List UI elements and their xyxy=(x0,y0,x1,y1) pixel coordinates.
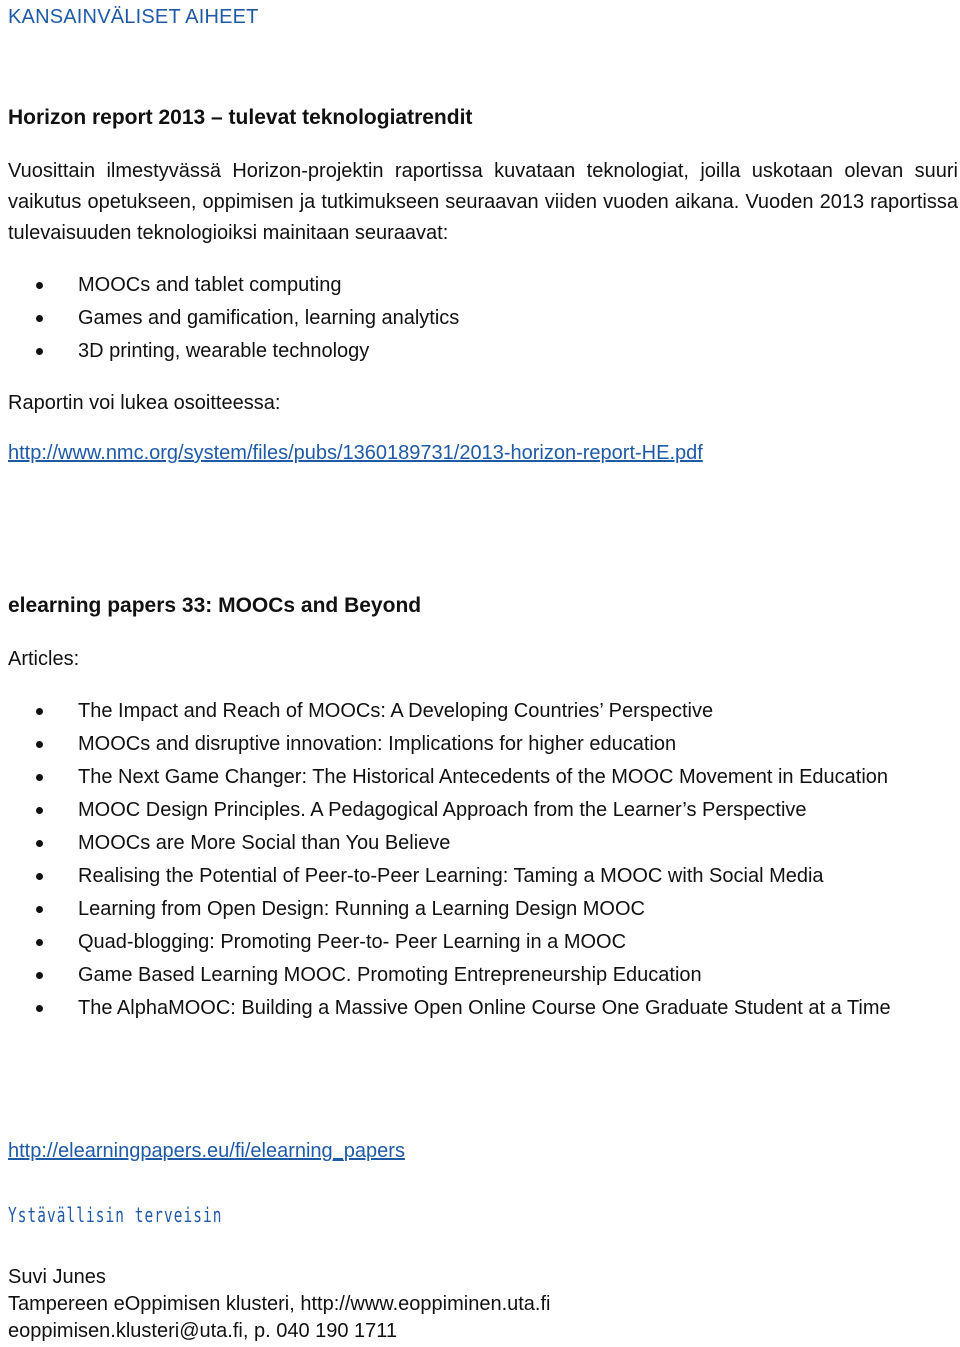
elearning-papers-link[interactable]: http://elearningpapers.eu/fi/elearning_papers xyxy=(8,1140,405,1162)
bullet-icon xyxy=(36,906,43,913)
articles-label: Articles: xyxy=(8,648,80,670)
list-item: MOOCs and tablet computing xyxy=(8,270,958,301)
bullet-icon xyxy=(36,1005,43,1012)
bullet-icon xyxy=(36,939,43,946)
list-item: Game Based Learning MOOC. Promoting Entrepreneurship Education xyxy=(8,960,958,991)
list-item: MOOCs are More Social than You Believe xyxy=(8,828,958,859)
list-item: MOOCs and disruptive innovation: Implications for higher education xyxy=(8,729,958,760)
section-title: KANSAINVÄLISET AIHEET xyxy=(8,6,259,28)
read-label: Raportin voi lukea osoitteessa: xyxy=(8,392,281,414)
article-list xyxy=(8,696,958,1024)
list-item: The AlphaMOOC: Building a Massive Open Online Course One Graduate Student at a Time xyxy=(8,993,958,1024)
list-item: Realising the Potential of Peer-to-Peer Learning: Taming a MOOC with Social Media xyxy=(8,861,958,892)
list-item: The Impact and Reach of MOOCs: A Developing Countries’ Perspective xyxy=(8,696,958,727)
signature-contact: eoppimisen.klusteri@uta.fi, p. 040 190 1711 xyxy=(8,1320,398,1342)
list-item: Games and gamification, learning analytics xyxy=(8,303,958,334)
bullet-icon xyxy=(36,774,43,781)
horizon-intro: Vuosittain ilmestyvässä Horizon-projektin raportissa kuvataan teknologiat, joilla uskotaan olevan suuri vaikutus opetukseen, oppimisen ja tutkimukseen seuraavan viiden vuoden aikana. Vuoden 2013 raportissa tulevaisuuden teknologioiksi mainitaan seuraavat: xyxy=(8,160,958,244)
list-item: Learning from Open Design: Running a Learning Design MOOC xyxy=(8,894,958,925)
signature-org: Tampereen eOppimisen klusteri, http://www.eoppiminen.uta.fi xyxy=(8,1293,551,1315)
list-item: Quad-blogging: Promoting Peer-to- Peer Learning in a MOOC xyxy=(8,927,958,958)
list-item: 3D printing, wearable technology xyxy=(8,336,958,367)
bullet-icon xyxy=(36,708,43,715)
trend-list xyxy=(8,270,958,367)
signature-name: Suvi Junes xyxy=(8,1266,106,1288)
closing-greeting: Ystävällisin terveisin xyxy=(8,1203,223,1227)
list-item: MOOC Design Principles. A Pedagogical Approach from the Learner’s Perspective xyxy=(8,795,958,826)
horizon-heading: Horizon report 2013 – tulevat teknologiatrendit xyxy=(8,106,473,129)
bullet-icon xyxy=(36,348,43,355)
list-item: The Next Game Changer: The Historical Antecedents of the MOOC Movement in Education xyxy=(8,762,958,793)
report-link[interactable]: http://www.nmc.org/system/files/pubs/1360189731/2013-horizon-report-HE.pdf xyxy=(8,442,703,464)
bullet-icon xyxy=(36,315,43,322)
bullet-icon xyxy=(36,741,43,748)
elearning-heading: elearning papers 33: MOOCs and Beyond xyxy=(8,594,422,617)
bullet-icon xyxy=(36,873,43,880)
bullet-icon xyxy=(36,807,43,814)
bullet-icon xyxy=(36,282,43,289)
bullet-icon xyxy=(36,840,43,847)
bullet-icon xyxy=(36,972,43,979)
